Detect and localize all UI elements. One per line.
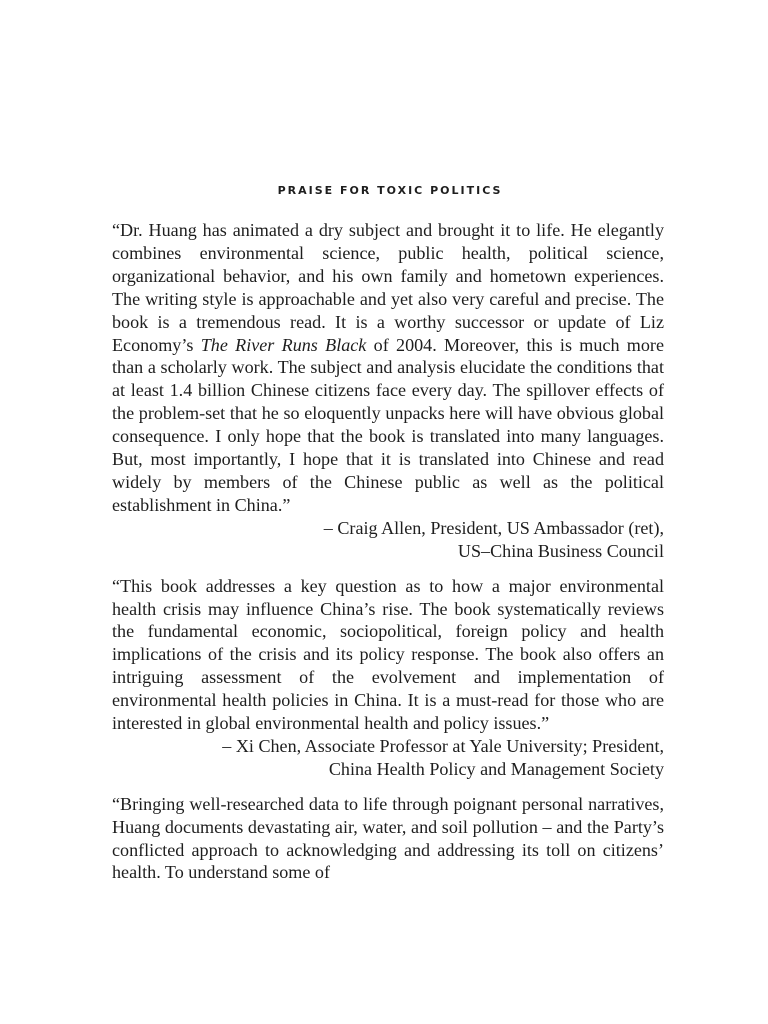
praise-quote-1	[112, 219, 664, 517]
praise-attribution-1-line-1: – Craig Allen, President, US Ambassador (ret),	[323, 517, 664, 538]
page-heading: PRAISE FOR TOXIC POLITICS	[277, 184, 503, 197]
praise-attribution-1-line-2: US–China Business Council	[457, 540, 664, 561]
praise-quote-2: “This book addresses a key question as to how a major environmental health crisis may influence China’s rise. The book systematically reviews the fundamental economic, sociopolitical, foreign policy and health implications of the crisis and its policy response. The book also offers an intriguing assessment of the evolvement and implementation of environmental health policies in China. It is a must-read for those who are interested in global environmental health and policy issues.”	[112, 575, 664, 734]
quote-text: of 2004. Moreover, this is much more than a scholarly work. The subject and analysis elucidate the conditions that at least 1.4 billion Chinese citizens face every day. The spillover effects of the problem-set that he so eloquently unpacks here will have obvious global consequence. I only hope that the book is translated into many languages. But, most importantly, I hope that it is translated into Chinese and read widely by members of the Chinese public as well as the political establishment in China.”	[112, 334, 664, 515]
praise-entry-2	[112, 575, 664, 781]
praise-attribution-2-line-2: China Health Policy and Management Society	[328, 758, 664, 779]
praise-page	[112, 184, 664, 896]
praise-entry-1	[112, 219, 664, 563]
praise-entry-3	[112, 793, 664, 885]
praise-quote-3: “Bringing well-researched data to life through poignant personal narratives, Huang documents devastating air, water, and soil pollution – and the Party’s conflicted approach to acknowledging and addressing its toll on citizens’ health. To understand some of	[112, 793, 664, 883]
book-title-italic: The River Runs Black	[200, 334, 367, 355]
praise-attribution-2-line-1: – Xi Chen, Associate Professor at Yale University; President,	[222, 735, 664, 756]
quote-text: “Dr. Huang has animated a dry subject and brought it to life. He elegantly combines environmental science, public health, political science, organizational behavior, and his own family and hometown experiences. The writing style is approachable and yet also very careful and precise. The book is a tremendous read. It is a worthy successor or update of Liz Economy’s	[112, 220, 664, 355]
